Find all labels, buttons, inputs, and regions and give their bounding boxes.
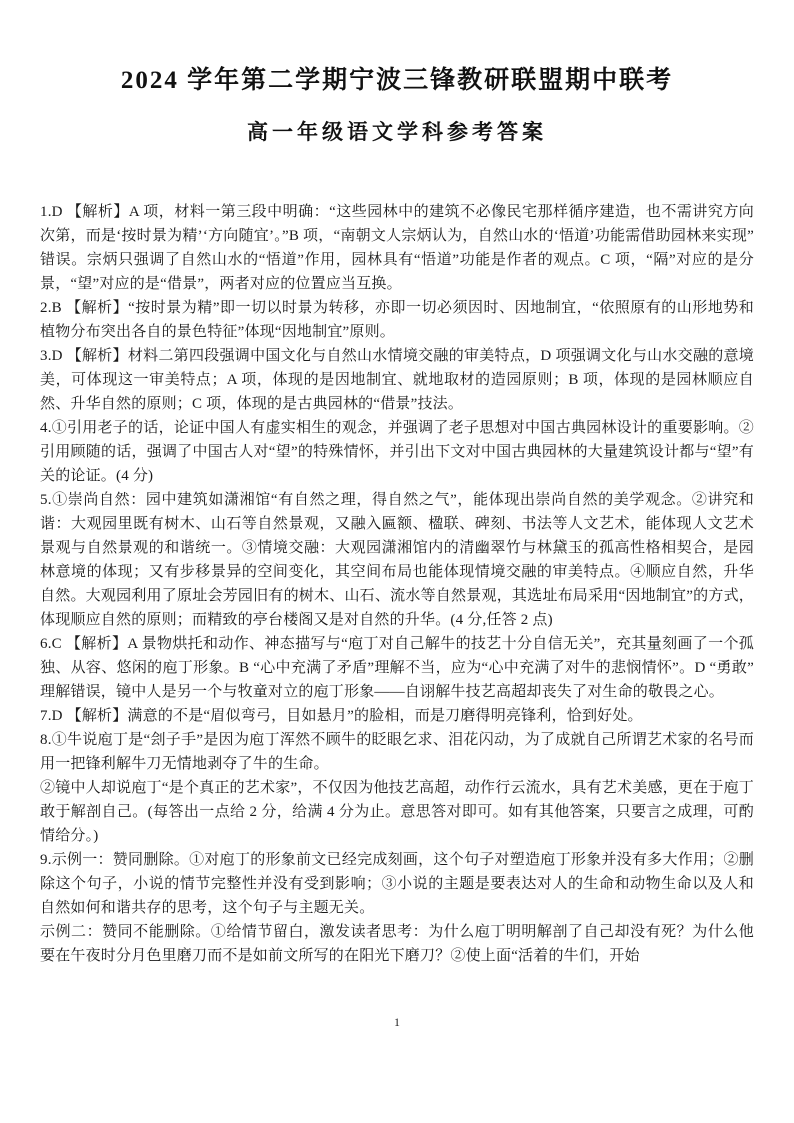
answer-paragraph-q8-part2: ②镜中人却说庖丁“是个真正的艺术家”，不仅因为他技艺高超，动作行云流水，具有艺术美感，更在于庖丁敢于解剖自己。(每答出一点给 2 分，给满 4 分为止。意思答对即可。如有其他答案，只要言之成理，可酌情给分。) [40,780,754,844]
answer-paragraph-q7: 7.D 【解析】满意的不是“眉似弯弓，目如悬月”的脸相，而是刀磨得明亮锋利，恰到好处。 [40,708,643,724]
answer-paragraph-q4: 4.①引用老子的话，论证中国人有虚实相生的观念，并强调了老子思想对中国古典园林设计的重要影响。②引用顾随的话，强调了中国古人对“望”的特殊情怀，并引出下文对中国古典园林的大量建筑设计都与“望”有关的论证。(4 分) [40,420,754,484]
answer-key-body [40,200,754,968]
answer-paragraph-q8-part1: 8.①牛说庖丁是“刽子手”是因为庖丁浑然不顾牛的眨眼乞求、泪花闪动，为了成就自己所谓艺术家的名号而用一把锋利解牛刀无情地剥夺了牛的生命。 [40,732,754,772]
answer-paragraph-q2: 2.B 【解析】“按时景为精”即一切以时景为转移，亦即一切必须因时、因地制宜，“依照原有的山形地势和植物分布突出各自的景色特征”体现“因地制宜”原则。 [40,300,754,340]
answer-paragraph-q9-example1: 9.示例一：赞同删除。①对庖丁的形象前文已经完成刻画，这个句子对塑造庖丁形象并没有多大作用；②删除这个句子，小说的情节完整性并没有受到影响；③小说的主题是要表达对人的生命和动物生命以及人和自然如何和谐共存的思考，这个句子与主题无关。 [40,852,754,916]
page-number: 1 [394,1015,400,1029]
document-subtitle: 高一年级语文学科参考答案 [247,120,547,144]
answer-paragraph-q3: 3.D 【解析】材料二第四段强调中国文化与自然山水情境交融的审美特点，D 项强调文化与山水交融的意境美，可体现这一审美特点；A 项，体现的是因地制宜、就地取材的造园原则；B 项，体现的是园林顺应自然、升华自然的原则；C 项，体现的是古典园林的“借景”技法。 [40,348,754,412]
document-header [0,0,794,146]
page-footer [0,1014,794,1030]
answer-paragraph-q5: 5.①崇尚自然：园中建筑如潇湘馆“有自然之理，得自然之气”，能体现出崇尚自然的美学观念。②讲究和谐：大观园里既有树木、山石等自然景观，又融入匾额、楹联、碑刻、书法等人文艺术，能体现人文艺术景观与自然景观的和谐统一。③情境交融：大观园潇湘馆内的清幽翠竹与林黛玉的孤高性格相契合，是园林意境的体现；又有步移景异的空间变化，其空间布局也能体现情境交融的审美特点。④顺应自然，升华自然。大观园利用了原址会芳园旧有的树木、山石、流水等自然景观，其选址布局采用“因地制宜”的方式，体现顺应自然的原则；而精致的亭台楼阁又是对自然的升华。(4 分,任答 2 点) [40,492,754,628]
answer-paragraph-q1: 1.D 【解析】A 项，材料一第三段中明确：“这些园林中的建筑不必像民宅那样循序建造，也不需讲究方向次第，而是‘按时景为精’‘方向随宜’。”B 项，“南朝文人宗炳认为，自然山水的‘悟道’功能需借助园林来实现”错误。宗炳只强调了自然山水的“悟道”作用，园林具有“悟道”功能是作者的观点。C 项，“隔”对应的是分景，“望”对应的是“借景”，两者对应的位置应当互换。 [40,204,754,292]
document-title: 2024 学年第二学期宁波三锋教研联盟期中联考 [120,67,674,94]
answer-paragraph-q6: 6.C 【解析】A 景物烘托和动作、神态描写与“庖丁对自己解牛的技艺十分自信无关”，充其量刻画了一个孤独、从容、悠闲的庖丁形象。B “心中充满了矛盾”理解不当，应为“心中充满了对牛的悲悯情怀”。D “勇敢”理解错误，镜中人是另一个与牧童对立的庖丁形象——自诩解牛技艺高超却丧失了对生命的敬畏之心。 [40,636,754,700]
answer-paragraph-q9-example2: 示例二：赞同不能删除。①给情节留白，激发读者思考：为什么庖丁明明解剖了自己却没有死？为什么他要在午夜时分月色里磨刀而不是如前文所写的在阳光下磨刀？②使上面“活着的牛们，开始 [40,924,754,964]
